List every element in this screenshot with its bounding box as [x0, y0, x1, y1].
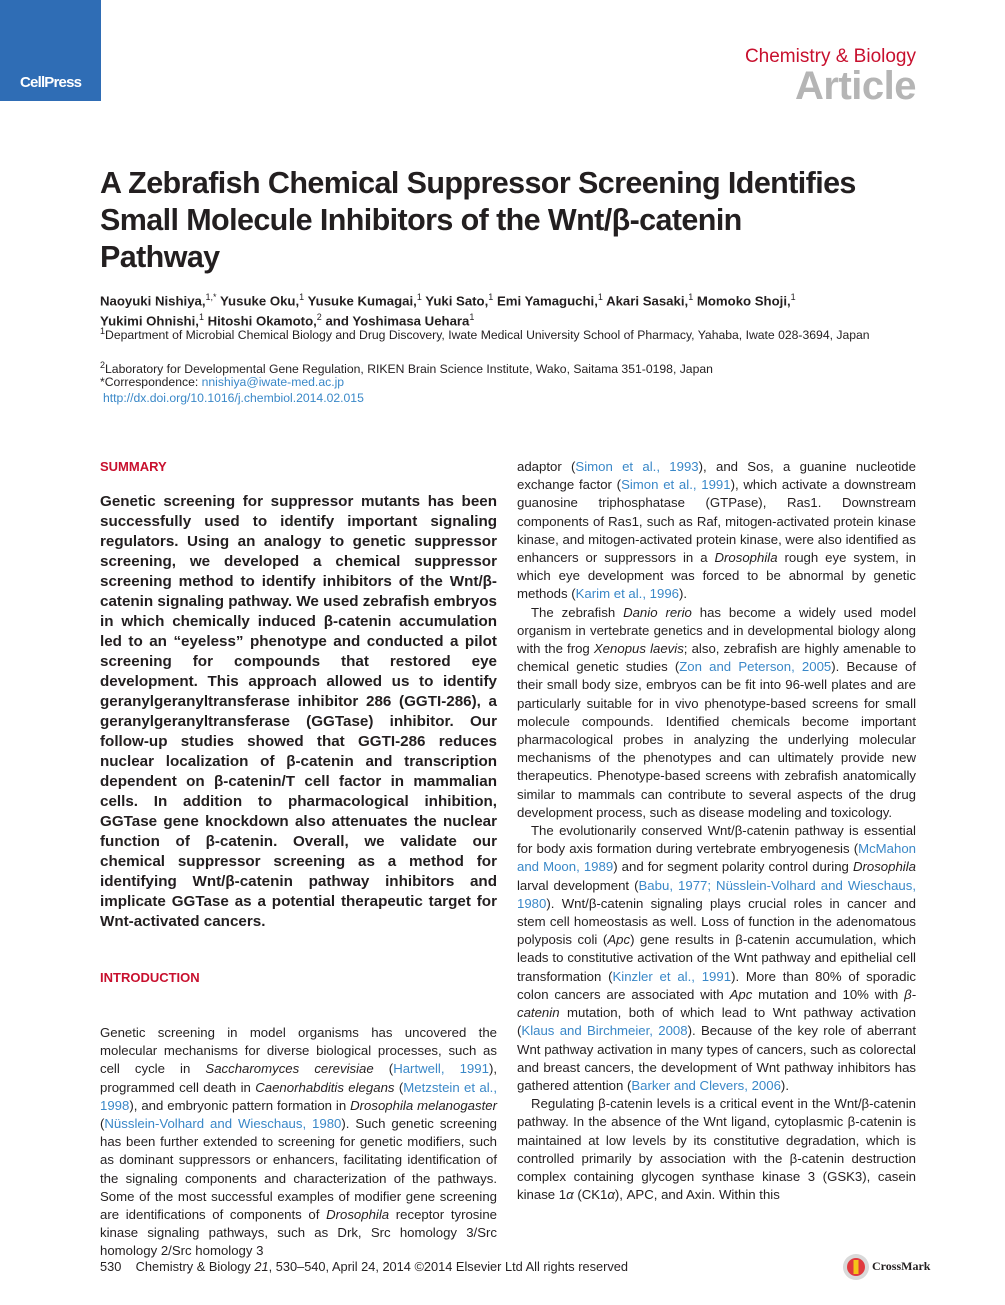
citation-link[interactable]: Nüsslein-Volhard and Wieschaus, 1980 — [104, 1116, 342, 1132]
italic-term: Drosophila — [326, 1207, 390, 1223]
author-name: Yuki Sato, — [421, 293, 489, 309]
author-affiliation-mark: 1 — [416, 292, 422, 302]
body-text: ( — [100, 1116, 105, 1132]
body-text: ). — [780, 1077, 789, 1093]
crossmark-icon[interactable] — [841, 1252, 871, 1282]
body-text: The zebrafish — [531, 604, 624, 620]
citation-link[interactable]: Zon and Peterson, 2005 — [679, 659, 832, 675]
body-text: ). Because of their small body size, embryos can be fit into 96-well plates and are particularly suitable for in vivo phenotype-based screens for small molecule compounds. Identified chemicals become important pharmacological probes in analyzing the underlying molecular mechanisms of the phenotypes and can ultimately provide new therapeutics. Phenotype-based screens with zebrafish anatomically similar to mammals can contribute to several aspects of the drug development process, such as disease modeling and toxicology. — [517, 659, 916, 820]
citation-link[interactable]: Simon et al., 1991 — [621, 477, 731, 493]
italic-term: Drosophila — [714, 550, 778, 566]
footer-citation: , 530–540, April 24, 2014 ©2014 Elsevier Ltd All rights reserved — [268, 1259, 629, 1274]
citation-link[interactable]: Kinzler et al., 1991 — [612, 968, 732, 984]
author-affiliation-mark: 1 — [790, 292, 796, 302]
right-paragraph-3 — [517, 822, 916, 1095]
author-affiliation-mark: 1 — [488, 292, 494, 302]
body-text: ). Wnt/β-catenin signaling plays crucial roles in cancer and stem cell homeostasis as well. Loss of function in the adenomatous polyposis coli ( — [517, 895, 916, 948]
correspondence-email-link[interactable]: nnishiya@iwate-med.ac.jp — [201, 375, 345, 389]
body-text: ( — [373, 1061, 394, 1077]
footer-journal: Chemistry & Biology — [135, 1259, 251, 1274]
body-text: ), APC, and Axin. Within this — [614, 1187, 780, 1203]
right-column — [517, 458, 916, 1204]
page-footer — [100, 1259, 628, 1274]
citation-link[interactable]: Simon et al., 1993 — [575, 459, 699, 474]
article-type: Article — [795, 64, 916, 108]
italic-term: Apc — [729, 986, 753, 1002]
body-text: ). More than 80% of sporadic colon cancers are associated with — [517, 968, 916, 1002]
crossmark-label[interactable]: CrossMark — [872, 1259, 931, 1273]
body-text: ). Such genetic screening has been further extended to screening for genetic modifiers, such as dominant suppressors or enhancers, facilitating identification of the signaling components and characterization of the pathways. Some of the most successful examples of modifier gene screening are identifications of components of — [100, 1116, 497, 1223]
body-text: adaptor ( — [517, 459, 576, 474]
author-name: Yukimi Ohnishi, — [100, 313, 199, 329]
introduction-heading: INTRODUCTION — [100, 970, 200, 985]
citation-link[interactable]: Metzstein et al., 1998 — [100, 1079, 497, 1113]
author-affiliation-mark: 2 — [316, 312, 322, 323]
paper-title: A Zebrafish Chemical Suppressor Screening Identifies Small Molecule Inhibitors of the Wnt/β-catenin Pathway — [100, 166, 856, 274]
affiliation-1: $^1$Department of Microbial Chemical Biology and Drug Discovery, Iwate Medical University School of Pharmacy, Yahaba, Iwate 028-3694, Japan — [100, 326, 870, 343]
italic-term: α — [607, 1187, 615, 1203]
body-text: ( — [394, 1079, 404, 1095]
intro-paragraph-1 — [100, 1024, 497, 1261]
citation-link[interactable]: McMahon and Moon, 1989 — [517, 841, 916, 875]
author-affiliation-mark: 1,* — [205, 292, 217, 302]
body-text: rough eye system, in which eye development was forced to be abnormal by genetic methods ( — [517, 550, 917, 602]
body-text: ), which activate a downstream guanosine triphosphatase (GTPase), Ras1. Downstream components of Ras1, such as Raf, mitogen-activated protein kinase kinase, and mitogen-activated protein kinase, were also identified as enhancers or suppressors in a — [517, 477, 916, 566]
italic-term: Saccharomyces cerevisiae — [205, 1061, 374, 1077]
summary-heading: SUMMARY — [100, 459, 167, 474]
body-text: ) gene results in β-catenin accumulation, which leads to constitutive activation of the Wnt pathway and epithelial cell transformation ( — [517, 932, 916, 984]
footer-volume: 21 — [254, 1259, 269, 1274]
body-text: ), and embryonic pattern formation in — [129, 1097, 351, 1113]
affiliation-2: $^2$Laboratory for Developmental Gene Regulation, RIKEN Brain Science Institute, Wako, Saitama 351-0198, Japan — [100, 360, 713, 377]
body-text: larval development ( — [517, 877, 639, 893]
italic-term: Drosophila — [852, 859, 916, 875]
body-text: ; also, zebrafish are highly amenable to chemical genetic studies ( — [517, 641, 917, 675]
citation-link[interactable]: Barker and Clevers, 2006 — [631, 1077, 781, 1093]
author-name: Yusuke Oku, — [216, 293, 300, 309]
citation-link[interactable]: Klaus and Birchmeier, 2008 — [521, 1023, 688, 1039]
author-name: Emi Yamaguchi, — [493, 293, 598, 309]
author-affiliation-mark: 1 — [469, 312, 475, 323]
italic-term: Apc — [607, 932, 631, 948]
body-text: receptor tyrosine kinase signaling pathways, such as Drk, Src homology 3/Src homology 2/Src homology 3 — [100, 1207, 497, 1259]
cellpress-logo: CellPress — [20, 74, 82, 91]
citation-link[interactable]: Hartwell, 1991 — [393, 1061, 489, 1077]
introduction-column — [100, 1024, 497, 1261]
body-text: ) and for segment polarity control during — [613, 859, 853, 875]
author-name: Yusuke Kumagai, — [304, 293, 417, 309]
body-text: Regulating β-catenin levels is a critical event in the Wnt/β-catenin pathway. In the absence of the Wnt ligand, cytoplasmic β-catenin is maintained at low levels by its constitutive degradation, which is controlled primarily by association with the β-catenin destruction complex containing glycogen synthase kinase 3 (GSK3), casein kinase 1 — [517, 1096, 916, 1203]
body-text: ). Because of the key role of aberrant Wnt pathway activation in many types of cancers, such as colorectal and breast cancers, the development of Wnt pathway inhibitors has gathered attention ( — [517, 1023, 917, 1093]
correspondence: *Correspondence: nnishiya@iwate-med.ac.jp — [100, 375, 345, 389]
body-text: ), programmed cell death in — [100, 1061, 497, 1095]
body-text: The evolutionarily conserved Wnt/β-catenin pathway is essential for body axis formation during vertebrate embryogenesis ( — [517, 823, 916, 857]
right-paragraph-2 — [517, 604, 916, 822]
italic-term: Xenopus laevis — [593, 641, 684, 657]
author-affiliation-mark: 1 — [688, 292, 694, 302]
italic-term: Drosophila melanogaster — [350, 1097, 498, 1113]
italic-term: Caenorhabditis elegans — [255, 1079, 395, 1095]
body-text: mutation, both of which lead to Wnt pathway activation ( — [517, 1005, 916, 1039]
journal-name: Chemistry & Biology — [744, 46, 916, 67]
italic-term: β-catenin — [517, 986, 916, 1021]
citation-link[interactable]: Babu, 1977; Nüsslein-Volhard and Wieschaus, 1980 — [517, 877, 916, 911]
author-name: Naoyuki Nishiya, — [100, 293, 206, 309]
body-text: ). — [679, 586, 688, 602]
body-text: ), and Sos, a guanine nucleotide exchange factor ( — [517, 459, 916, 493]
body-text: has become a widely used model organism in vertebrate genetics and in developmental biology along with the frog — [517, 604, 917, 657]
right-paragraph-1 — [517, 458, 916, 604]
author-name: Akari Sasaki, — [602, 293, 689, 309]
author-name: Hitoshi Okamoto, — [203, 313, 317, 329]
author-affiliation-mark: 1 — [597, 292, 603, 302]
summary-text: Genetic screening for suppressor mutants has been successfully used to identify important signaling regulators. Using an analogy to genetic suppressor screening, we developed a chemical suppressor screening method to identify inhibitors of the Wnt/β-catenin signaling pathway. We used zebrafish embryos in which chemically induced β-catenin accumulation led to an “eyeless” phenotype and conducted a pilot screening for compounds that restored eye development. This approach allowed us to identify geranylgeranyltransferase inhibitor 286 (GGTI-286), a geranylgeranyltransferase (GGTase) inhibitor. Our follow-up studies showed that GGTI-286 reduces nuclear localization of β-catenin and transcription dependent on β-catenin/T cell factor in mammalian cells. In addition to pharmacological inhibition, GGTase gene knockdown also attenuates the nuclear function of β-catenin. Overall, we validate our chemical suppressor screening as a method for identifying Wnt/β-catenin pathway inhibitors and implicate GGTase as a potential therapeutic target for Wnt-activated cancers. — [100, 493, 497, 930]
author-affiliation-mark: 1 — [198, 312, 204, 323]
italic-term: α — [566, 1187, 574, 1203]
body-text: Genetic screening in model organisms has uncovered the molecular mechanisms for diverse biological processes, such as cell cycle in — [100, 1025, 497, 1077]
right-paragraph-4 — [517, 1095, 916, 1204]
body-text: mutation and 10% with — [752, 986, 905, 1002]
author-name: Momoko Shoji, — [693, 293, 791, 309]
body-text: (CK1 — [573, 1187, 608, 1203]
page-number: 530 — [100, 1259, 122, 1274]
doi-link[interactable]: http://dx.doi.org/10.1016/j.chembiol.2014.02.015 — [103, 391, 364, 405]
italic-term: Danio rerio — [623, 604, 692, 620]
author-name: and Yoshimasa Uehara — [321, 313, 470, 329]
author-affiliation-mark: 1 — [299, 292, 305, 302]
citation-link[interactable]: Karim et al., 1996 — [575, 586, 679, 602]
author-line-1 — [100, 289, 910, 309]
